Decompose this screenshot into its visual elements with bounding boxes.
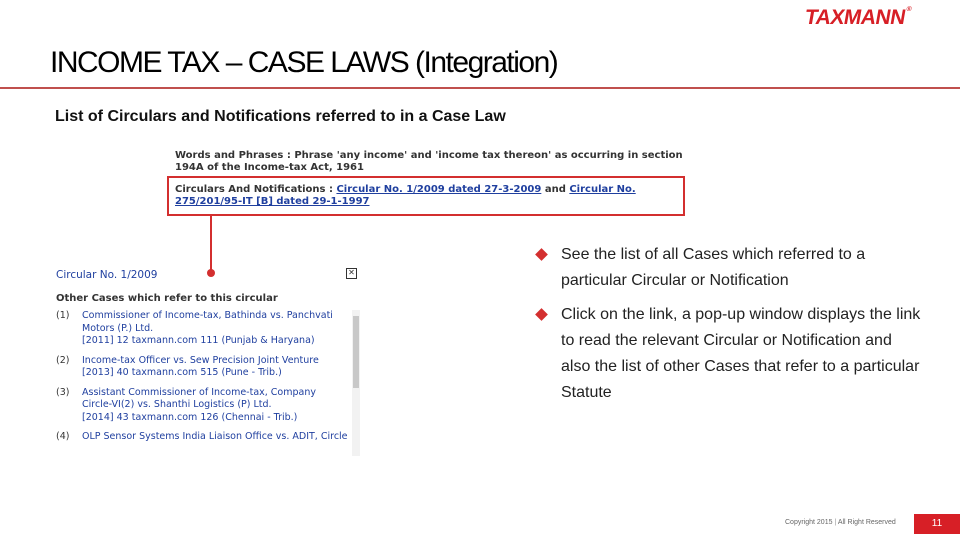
words-and-phrases-text: Words and Phrases : Phrase 'any income' and 'income tax thereon' as occurring in section 194A of the Income-tax Act, 1961: [175, 150, 683, 173]
bullet-list: [534, 242, 924, 414]
slide-subtitle: List of Circulars and Notifications referred to in a Case Law: [55, 108, 506, 125]
list-item-number: (3): [56, 386, 70, 398]
diamond-bullet-icon: [535, 248, 548, 261]
case-link[interactable]: Commissioner of Income-tax, Bathinda vs. Panchvati Motors (P.) Ltd.: [82, 310, 333, 334]
case-link[interactable]: Income-tax Officer vs. Sew Precision Joint Venture: [82, 354, 319, 366]
circular-link-2[interactable]: Circular No. 275/201/95-IT [B] dated 29-1-1997: [175, 184, 636, 207]
popup-title: Circular No. 1/2009: [56, 269, 158, 281]
list-item-number: (2): [56, 354, 70, 366]
bullet-item: [534, 302, 924, 406]
and-text: and: [544, 184, 566, 195]
copyright-text: Copyright 2015: [785, 519, 833, 526]
footer-copyright: [785, 519, 896, 526]
circular-link-1[interactable]: Circular No. 1/2009 dated 27-3-2009: [336, 184, 542, 195]
rights-text: All Right Reserved: [837, 519, 896, 526]
title-divider: [0, 87, 960, 89]
diamond-bullet-icon: [535, 308, 548, 321]
popup-case-list[interactable]: [56, 310, 348, 456]
case-citation[interactable]: [2013] 40 taxmann.com 515 (Pune - Trib.): [82, 367, 282, 378]
footer-separator: |: [834, 519, 837, 526]
page-number: 11: [914, 514, 960, 534]
popup-scrollbar[interactable]: [352, 310, 360, 456]
scrollbar-thumb[interactable]: [353, 316, 359, 388]
list-item[interactable]: [56, 355, 348, 380]
popup-heading: Other Cases which refer to this circular: [56, 293, 278, 304]
list-item[interactable]: [56, 310, 348, 348]
list-item[interactable]: [56, 387, 348, 425]
case-citation[interactable]: [2014] 43 taxmann.com 126 (Chennai - Trib.): [82, 411, 298, 423]
slide-title: INCOME TAX – CASE LAWS (Integration): [50, 46, 558, 79]
circular-popup: [52, 264, 364, 456]
case-link[interactable]: OLP Sensor Systems India Liaison Office vs. ADIT, Circle: [82, 431, 348, 442]
bullet-text: See the list of all Cases which referred to a particular Circular or Notification: [561, 246, 866, 289]
list-item[interactable]: [56, 431, 348, 444]
bullet-text: Click on the link, a pop-up window displays the link to read the relevant Circular or Notification and also the list of other Cases that refer to a particular Statute: [561, 306, 921, 401]
circulars-highlight-box: [167, 176, 685, 216]
case-citation[interactable]: [2011] 12 taxmann.com 111 (Punjab & Haryana): [82, 335, 315, 346]
list-item-number: (1): [56, 310, 70, 321]
case-link[interactable]: Assistant Commissioner of Income-tax, Company Circle-VI(2) vs. Shanthi Logistics (P) Ltd.: [82, 386, 316, 410]
bullet-item: [534, 242, 924, 294]
circulars-label: Circulars And Notifications :: [175, 184, 333, 195]
circulars-line: [175, 184, 680, 208]
taxmann-logo: TAXMANN®: [803, 6, 913, 29]
list-item-number: (4): [56, 431, 70, 442]
close-icon[interactable]: ✕: [346, 268, 357, 279]
